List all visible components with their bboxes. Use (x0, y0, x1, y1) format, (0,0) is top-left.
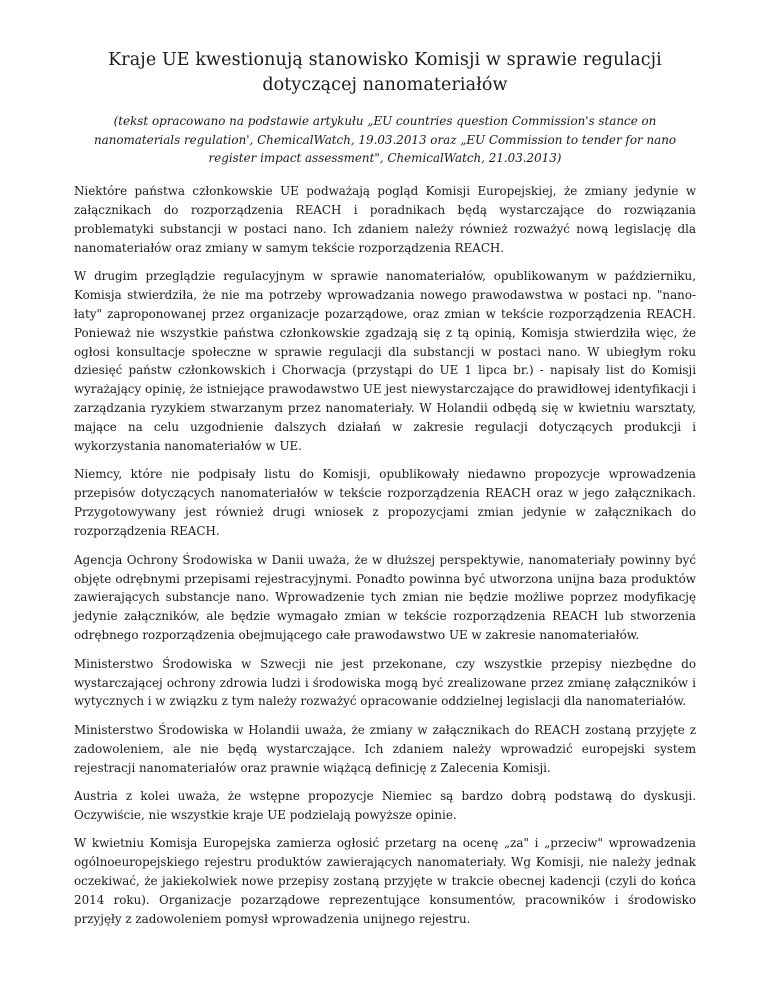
document-source-note: (tekst opracowano na podstawie artykułu „EU countries question Commission's stance on nanomaterials regulation', ChemicalWatch, 19.03.2013 oraz „EU Commission to tender for nano register impact assessment", ChemicalWatch, 21.03.2013) (93, 114, 677, 166)
paragraph: Niektóre państwa członkowskie UE podważają pogląd Komisji Europejskiej, że zmiany jedynie w załącznikach do rozporządzenia REACH i poradnikach będą wystarczające do rozwiązania problematyki substancji w postaci nano. Ich zdaniem należy również rozważyć nową legislację dla nanomateriałów oraz zmiany w samym tekście rozporządzenia REACH. (74, 183, 696, 255)
paragraph: Ministerstwo Środowiska w Szwecji nie jest przekonane, czy wszystkie przepisy niezbędne do wystarczającej ochrony zdrowia ludzi i środowiska mogą być zrealizowane przez zmianę załączników i wytycznych i w związku z tym należy rozważyć opracowanie oddzielnej legislacji dla nanomateriałów. (74, 656, 696, 709)
paragraph: W drugim przeglądzie regulacyjnym w sprawie nanomateriałów, opublikowanym w październiku, Komisja stwierdziła, że nie ma potrzeby wprowadzania nowego prawodawstwa w postaci np. "nano-łaty" zaproponowanej przez organizacje pozarządowe, oraz zmian w tekście rozporządzenia REACH. Ponieważ nie wszystkie państwa członkowskie zgadzają się z tą opinią, Komisja stwierdziła więc, że ogłosi konsultacje społeczne w sprawie regulacji dla substancji w postaci nano. W ubiegłym roku dziesięć państw członkowskich i Chorwacja (przystąpi do UE 1 lipca br.) - napisały list do Komisji wyrażający opinię, że istniejące prawodawstwo UE jest niewystarczające do prawidłowej identyfikacji i zarządzania ryzykiem stwarzanym przez nanomateriały. W Holandii odbędą się w kwietniu warsztaty, mające na celu uzgodnienie dalszych działań w zakresie regulacji dotyczących produkcji i wykorzystania nanomateriałów w UE. (74, 268, 696, 454)
paragraph: Austria z kolei uważa, że wstępne propozycje Niemiec są bardzo dobrą podstawą do dyskusji. Oczywiście, nie wszystkie kraje UE podzielają powyższe opinie. (74, 789, 696, 822)
paragraph: Niemcy, które nie podpisały listu do Komisji, opublikowały niedawno propozycje wprowadzenia przepisów dotyczących nanomateriałów w tekście rozporządzenia REACH oraz w jego załącznikach. Przygotowywany jest również drugi wniosek z propozycjami zmian jedynie w załącznikach do rozporządzenia REACH. (74, 467, 696, 539)
paragraph: W kwietniu Komisja Europejska zamierza ogłosić przetarg na ocenę „za" i „przeciw" wprowadzenia ogólnoeuropejskiego rejestru produktów zawierających nanomateriały. Wg Komisji, nie należy jednak oczekiwać, że jakiekolwiek nowe przepisy zostaną przyjęte w trakcie obecnej kadencji (czyli do końca 2014 roku). Organizacje pozarządowe reprezentujące konsumentów, pracowników i środowisko przyjęły z zadowoleniem pomysł wprowadzenia unijnego rejestru. (74, 836, 696, 926)
document-title: Kraje UE kwestionują stanowisko Komisji w sprawie regulacji dotyczącej nanomateriałów (108, 50, 662, 95)
paragraph: Agencja Ochrony Środowiska w Danii uważa, że w dłuższej perspektywie, nanomateriały powinny być objęte odrębnymi przepisami rejestracyjnymi. Ponadto powinna być utworzona unijna baza produktów zawierających substancje nano. Wprowadzenie tych zmian nie będzie możliwe poprzez modyfikację jedynie załączników, ale będzie wymagało zmian w tekście rozporządzenia REACH lub stworzenia odrębnego rozporządzenia obejmującego całe prawodawstwo UE w zakresie nanomateriałów. (74, 552, 696, 643)
paragraph: Ministerstwo Środowiska w Holandii uważa, że zmiany w załącznikach do REACH zostaną przyjęte z zadowoleniem, ale nie będą wystarczające. Ich zdaniem należy wprowadzić europejski system rejestracji nanomateriałów oraz prawnie wiążącą definicję z Zalecenia Komisji. (74, 722, 696, 775)
